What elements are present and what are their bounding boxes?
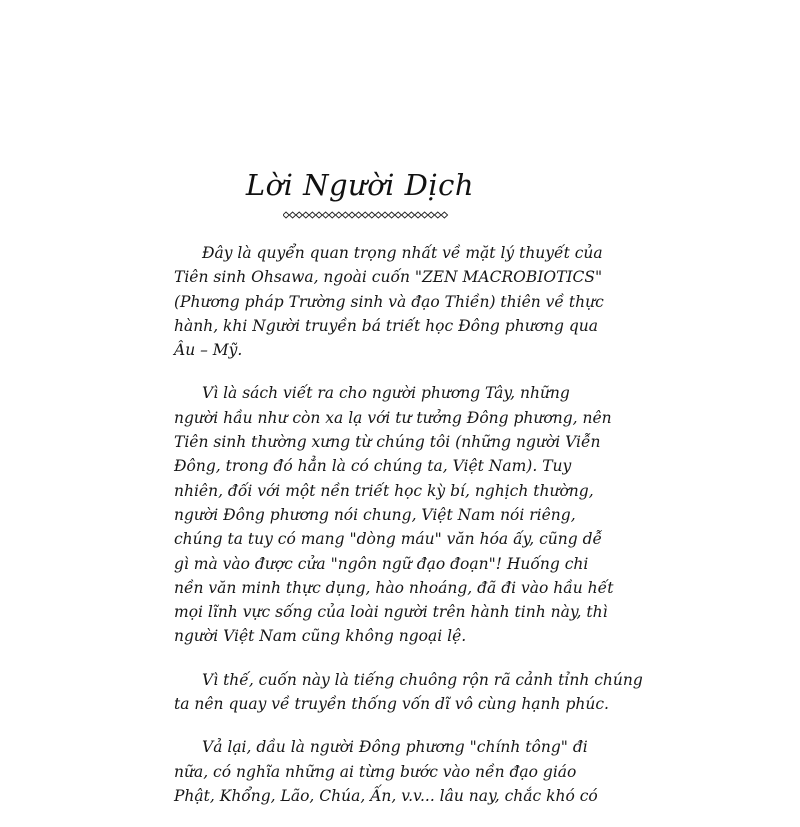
paragraph	[174, 668, 644, 717]
ornament-diamond	[388, 212, 394, 218]
text-line: nữa, có nghĩa những ai từng bước vào nền đạo giáo	[174, 762, 577, 781]
text-line: (Phương pháp Trường sinh và đạo Thiền) thiên về thực	[174, 292, 604, 311]
text-line: người Việt Nam cũng không ngoại lệ.	[174, 627, 467, 646]
paragraph	[174, 735, 644, 808]
ornament-diamond	[369, 212, 375, 218]
ornament-diamond	[322, 212, 328, 218]
ornament-diamond	[329, 212, 335, 218]
ornament-diamond	[382, 212, 388, 218]
ornament-diamond	[342, 212, 348, 218]
text-line: Vì thế, cuốn này là tiếng chuông rộn rã cảnh tỉnh chúng	[202, 670, 643, 689]
ornament-diamond	[441, 212, 447, 218]
page-title: Lời Người Dịch	[245, 168, 475, 202]
ornament-diamond	[375, 212, 381, 218]
text-line: hành, khi Người truyền bá triết học Đông phương qua	[174, 316, 598, 335]
text-line: nhiên, đối với một nền triết học kỳ bí, nghịch thường,	[174, 481, 594, 500]
ornament-diamond	[355, 212, 361, 218]
text-line: Đông, trong đó hẳn là có chúng ta, Việt Nam). Tuy	[174, 457, 572, 476]
text-line: người hầu như còn xa lạ với tư tưởng Đông phương, nên	[174, 408, 612, 427]
text-line: Âu – Mỹ.	[174, 341, 243, 360]
body-text	[174, 241, 644, 827]
text-line: nền văn minh thực dụng, hào nhoáng, đã đi vào hầu hết	[174, 578, 614, 597]
text-line: Vả lại, dầu là người Đông phương "chính tông" đi	[202, 738, 588, 757]
ornament-diamond	[296, 212, 302, 218]
paragraph	[174, 241, 644, 362]
text-line: mọi lĩnh vực sống của loài người trên hành tinh này, thì	[174, 603, 608, 622]
text-line: Tiên sinh thường xưng từ chúng tôi (những người Viễn	[174, 433, 601, 452]
ornament-diamond	[309, 212, 315, 218]
ornament-diamond	[435, 212, 441, 218]
paragraph	[174, 381, 644, 648]
text-line: ta nên quay về truyền thống vốn dĩ vô cùng hạnh phúc.	[174, 695, 609, 714]
ornament-diamond	[421, 212, 427, 218]
ornament-diamond	[289, 212, 295, 218]
ornament-divider	[283, 210, 449, 220]
ornament-diamond	[408, 212, 414, 218]
text-line: Đây là quyển quan trọng nhất về mặt lý thuyết của	[202, 244, 603, 262]
ornament-diamond	[402, 212, 408, 218]
ornament-diamond	[349, 212, 355, 218]
ornament-diamond	[336, 212, 342, 218]
ornament-diamond	[395, 212, 401, 218]
ornament-diamond	[316, 212, 322, 218]
text-line: gì mà vào được cửa "ngôn ngữ đạo đoạn"! Huống chi	[174, 554, 589, 573]
text-line: chúng ta tuy có mang "dòng máu" văn hóa ấy, cũng dễ	[174, 530, 603, 549]
text-line: Tiên sinh Ohsawa, ngoài cuốn "ZEN MACROBIOTICS"	[174, 268, 603, 287]
text-line: người Đông phương nói chung, Việt Nam nói riêng,	[174, 505, 576, 524]
ornament-diamond	[415, 212, 421, 218]
ornament-diamond	[303, 212, 309, 218]
ornament-diamond	[283, 212, 289, 218]
text-line: Phật, Khổng, Lão, Chúa, Ấn, v.v... lâu nay, chắc khó có	[174, 786, 598, 805]
text-line: Vì là sách viết ra cho người phương Tây, những	[202, 384, 570, 403]
ornament-diamond	[362, 212, 368, 218]
ornament-diamond	[428, 212, 434, 218]
